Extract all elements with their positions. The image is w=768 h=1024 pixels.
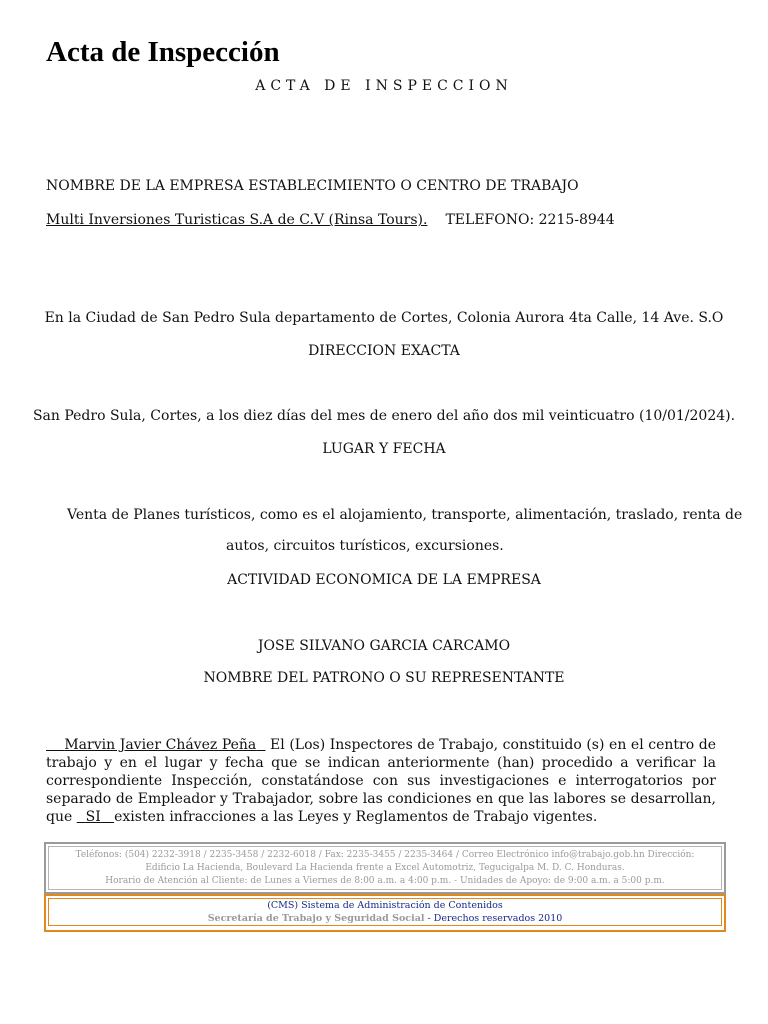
activity-line2: autos, circuitos turísticos, excursiones. — [226, 538, 504, 554]
document-subtitle: ACTA DE INSPECCION — [255, 78, 513, 94]
footer-address: Edificio La Hacienda, Boulevard La Hacienda frente a Excel Automotriz, Tegucigalpa M. D. C. Honduras. — [145, 863, 625, 873]
employer-value: JOSE SILVANO GARCIA CARCAMO — [257, 638, 511, 654]
statement-answer: SI — [85, 809, 101, 825]
company-line — [46, 212, 615, 228]
cms-link[interactable]: (CMS) Sistema de Administración de Contenidos — [267, 900, 503, 911]
contact-footer — [44, 842, 726, 894]
address-value: En la Ciudad de San Pedro Sula departamento de Cortes, Colonia Aurora 4ta Calle, 14 Ave. S.O — [44, 310, 724, 326]
document-title: Acta de Inspección — [46, 36, 280, 68]
activity-label: ACTIVIDAD ECONOMICA DE LA EMPRESA — [227, 572, 541, 588]
footer-phones: Teléfonos: (504) 2232-3918 / 2235-3458 / 2232-6018 / Fax: 2235-3455 / 2235-3464 / Correo Electrónico info@trabajo.gob.hn Dirección: — [75, 850, 695, 860]
company-phone: TELEFONO: 2215-8944 — [445, 212, 615, 228]
statement-text-after: existen infracciones a las Leyes y Reglamentos de Trabajo vigentes. — [114, 809, 598, 825]
cms-footer-inner — [48, 898, 722, 926]
footer-hours: Horario de Atención al Cliente: de Lunes a Viernes de 8:00 a.m. a 4:00 p.m. - Unidades de Apoyo: de 9:00 a.m. a 5:00 p.m. — [105, 876, 665, 886]
employer-label: NOMBRE DEL PATRONO O SU REPRESENTANTE — [203, 670, 565, 686]
address-label: DIRECCION EXACTA — [308, 343, 460, 359]
inspection-statement — [46, 736, 716, 826]
inspector-name: Marvin Javier Chávez Peña — [64, 737, 257, 753]
rights-text: Derechos reservados 2010 — [433, 913, 563, 924]
cms-footer — [44, 894, 726, 932]
credits-separator: - — [427, 913, 431, 924]
activity-line1: Venta de Planes turísticos, como es el alojamiento, transporte, alimentación, traslado, renta de — [67, 507, 743, 523]
company-name: Multi Inversiones Turisticas S.A de C.V (Rinsa Tours). — [46, 212, 428, 228]
place-date-label: LUGAR Y FECHA — [322, 441, 446, 457]
company-label: NOMBRE DE LA EMPRESA ESTABLECIMIENTO O CENTRO DE TRABAJO — [46, 178, 579, 194]
org-link[interactable]: Secretaría de Trabajo y Seguridad Social — [207, 913, 425, 924]
place-date-value: San Pedro Sula, Cortes, a los diez días del mes de enero del año dos mil veinticuatro (10/01/2024). — [32, 408, 736, 424]
cms-credits — [49, 912, 721, 925]
contact-footer-inner — [48, 846, 722, 890]
statement-text: El (Los) Inspectores de Trabajo, constituido (s) en el centro de trabajo y en el lugar y fecha que se indican anteriormente (han) procedido a verificar la correspondiente Inspección, constatándose con sus investigaciones e interrogatorios por separado de Empleador y Trabajador, sobre las condiciones en que las labores se desarrollan, que — [46, 737, 716, 825]
